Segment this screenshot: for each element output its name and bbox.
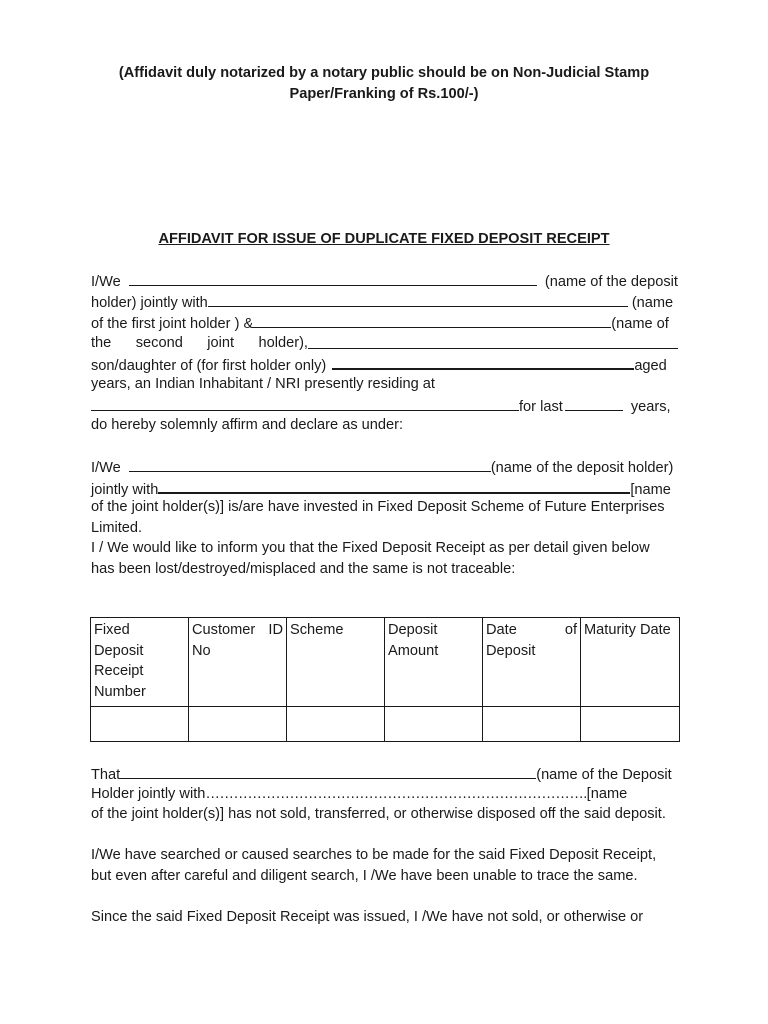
header-col5-line1 <box>486 620 577 641</box>
header-date-of-deposit <box>483 618 581 707</box>
para4-line-2: but even after careful and diligent search, I /We have been unable to trace the same. <box>91 868 638 884</box>
para4-line-1: I/We have searched or caused searches to be made for the said Fixed Deposit Receipt, <box>91 847 657 863</box>
deposit-holder-name-field[interactable] <box>129 270 537 286</box>
para1-line-3 <box>91 312 669 334</box>
para1-l2-start: holder) jointly with <box>91 295 208 311</box>
para1-l5-end: aged <box>634 358 667 374</box>
residence-address-field[interactable] <box>91 395 519 411</box>
joint-holders-dotted-field[interactable]: ………………………………………………………………………. <box>205 786 587 802</box>
header-col2-line1 <box>192 620 283 641</box>
table-header-row <box>91 618 680 707</box>
para1-l2-end: (name <box>631 295 674 311</box>
para3-line-3: of the joint holder(s)] has not sold, transferred, or otherwise disposed off the said deposit. <box>91 806 666 822</box>
para1-line-6: years, an Indian Inhabitant / NRI presently residing at <box>91 376 435 392</box>
para2-line-1 <box>91 456 673 478</box>
second-holder-line-field[interactable] <box>308 333 678 349</box>
para1-l3-start: of the first joint holder ) & <box>91 316 254 332</box>
para1-line-8: do hereby solemnly affirm and declare as under: <box>91 417 404 433</box>
header-col1-line3: Receipt <box>94 663 144 679</box>
para2-l1-start: I/We <box>91 460 121 476</box>
cell-deposit-amount[interactable] <box>385 707 483 742</box>
para1-l7-end: years, <box>630 399 671 415</box>
years-residing-field[interactable] <box>565 395 623 411</box>
header-col2-b: ID <box>268 622 283 638</box>
header-deposit-amount <box>385 618 483 707</box>
cell-maturity-date[interactable] <box>581 707 680 742</box>
para1-line-4 <box>91 333 678 353</box>
cell-scheme[interactable] <box>287 707 385 742</box>
header-col5-a: Date <box>486 622 517 638</box>
para1-l1-end: (name of the deposit <box>544 274 678 290</box>
para3-line-2 <box>91 784 627 804</box>
deposit-holder-name-field-2[interactable] <box>129 456 491 472</box>
para2-line-3: of the joint holder(s)] is/are have invested in Fixed Deposit Scheme of Future Enterprises <box>91 499 665 515</box>
header-col1-line4: Number <box>94 683 146 700</box>
para2-l2-start: jointly with <box>91 482 159 498</box>
para5-line-1: Since the said Fixed Deposit Receipt was issued, I /We have not sold, or otherwise or <box>91 909 644 925</box>
document-title: AFFIDAVIT FOR ISSUE OF DUPLICATE FIXED DEPOSIT RECEIPT <box>158 231 610 247</box>
para1-l4-w3: joint <box>207 335 235 351</box>
cell-customer-id[interactable] <box>189 707 287 742</box>
para1-l4-w1: the <box>91 335 112 351</box>
para3-l2-end: [name <box>586 786 628 802</box>
header-fd-receipt-number <box>91 618 189 707</box>
para1-line-7 <box>91 395 671 417</box>
para2-l1-end: (name of the deposit holder) <box>490 460 674 476</box>
header-col1-line1: Fixed <box>94 622 130 638</box>
second-joint-holder-field[interactable] <box>253 312 611 328</box>
header-col1-line2: Deposit <box>94 642 144 659</box>
para2-line-4: Limited. <box>91 520 143 536</box>
header-col2-line2: No <box>192 642 211 659</box>
para1-l4-w2: second <box>135 335 183 351</box>
para1-line-1 <box>91 270 678 292</box>
para3-line-1 <box>91 763 672 785</box>
first-joint-holder-field[interactable] <box>208 291 628 307</box>
header-maturity-date <box>581 618 680 707</box>
para2-line-6: has been lost/destroyed/misplaced and the same is not traceable: <box>91 561 516 577</box>
para1-line-2 <box>91 291 673 313</box>
header-scheme <box>287 618 385 707</box>
table-row <box>91 707 680 742</box>
parent-name-field[interactable] <box>332 353 634 370</box>
header-col3-line1: Scheme <box>290 622 344 638</box>
deposit-holder-name-field-3[interactable] <box>120 763 536 779</box>
para1-l4-w4: holder), <box>258 335 308 351</box>
header-customer-id <box>189 618 287 707</box>
fixed-deposit-table <box>90 617 680 742</box>
header-col2-a: Customer <box>192 622 256 638</box>
para1-l5-start: son/daughter of (for first holder only) <box>91 358 327 374</box>
cell-date-of-deposit[interactable] <box>483 707 581 742</box>
para1-l7-mid: for last <box>519 399 563 415</box>
para1-line-5 <box>91 353 667 376</box>
para1-l1-start: I/We <box>91 274 121 290</box>
para3-l1-start: That <box>91 767 121 783</box>
para1-l4-tail <box>259 333 678 353</box>
header-col5-line2: Deposit <box>486 642 536 659</box>
header-col4-line2: Amount <box>388 642 439 659</box>
para3-l1-end: (name of the Deposit <box>536 767 672 783</box>
notice-line-2: Paper/Franking of Rs.100/-) <box>289 86 479 102</box>
joint-holders-field-2[interactable] <box>158 477 630 494</box>
header-col6-line1: Maturity Date <box>584 622 671 638</box>
header-col4-line1: Deposit <box>388 622 438 638</box>
cell-fd-receipt-number[interactable] <box>91 707 189 742</box>
para3-l2-start: Holder jointly with <box>91 786 206 802</box>
header-col5-b: of <box>564 622 577 638</box>
notice-line-1: (Affidavit duly notarized by a notary public should be on Non-Judicial Stamp <box>118 65 650 81</box>
para2-line-5: I / We would like to inform you that the Fixed Deposit Receipt as per detail given below <box>91 540 650 556</box>
para2-l2-end: [name <box>630 482 671 498</box>
para1-l3-end: (name of <box>611 316 669 332</box>
